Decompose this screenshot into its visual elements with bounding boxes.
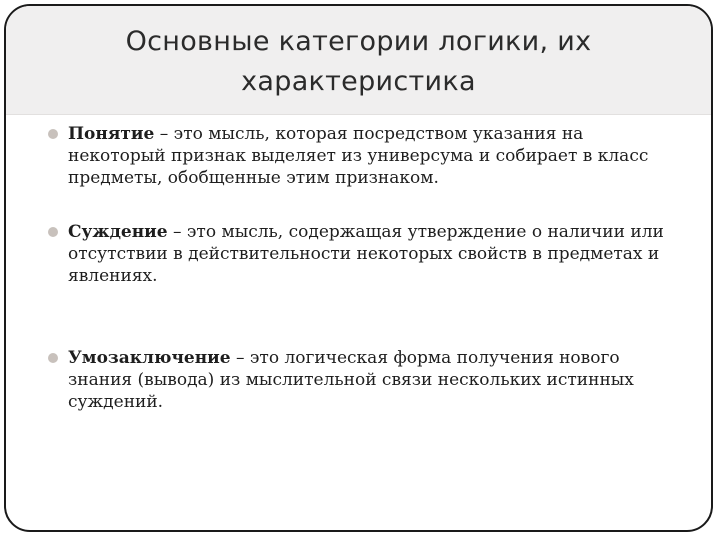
bullet-item-judgment — [44, 221, 674, 287]
bullet-text: – это мысль, содержащая утверждение о наличии или отсутствии в действительности некоторых свойств в предметах и явлениях. — [68, 222, 664, 286]
slide-title — [6, 22, 711, 102]
round-bullet-icon — [48, 129, 58, 139]
bullet-term: Понятие — [68, 124, 155, 144]
title-line-1: Основные категории логики, их — [125, 26, 592, 57]
bullet-item-concept — [44, 123, 674, 189]
bullet-text: – это мысль, которая посредством указания на некоторый признак выделяет из универсума и собирает в класс предметы, обобщенные этим признаком. — [68, 124, 649, 188]
round-bullet-icon — [48, 353, 58, 363]
bullet-item-inference — [44, 347, 674, 413]
slide-frame — [4, 4, 713, 532]
bullet-term: Суждение — [68, 222, 168, 242]
title-line-2: характеристика — [241, 66, 476, 97]
bullet-list — [44, 123, 674, 413]
bullet-text: – это логическая форма получения нового знания (вывода) из мыслительной связи нескольких истинных суждений. — [68, 348, 634, 412]
round-bullet-icon — [48, 227, 58, 237]
bullet-term: Умозаключение — [68, 348, 231, 368]
